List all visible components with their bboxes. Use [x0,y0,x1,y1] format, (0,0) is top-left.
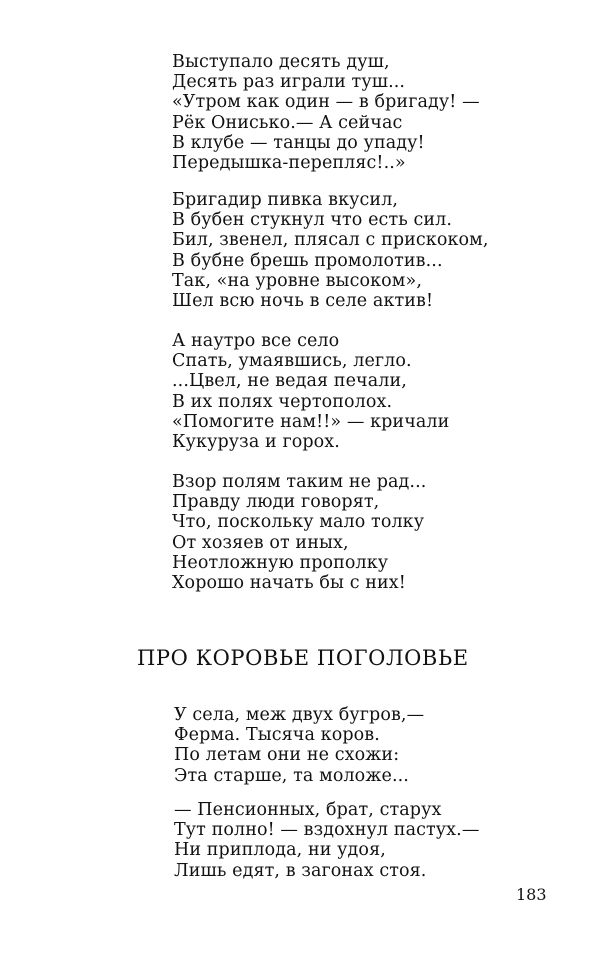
verse-line: В бубне брешь промолотив... [172,250,443,271]
verse-line: Лишь едят, в загонах стоя. [174,860,427,881]
verse-line: — Пенсионных, брат, старух [174,800,442,820]
verse-line: «Утром как один — в бригаду! — [172,92,480,113]
verse-line: Хорошо начать бы с них! [172,573,406,594]
poem2-stanza-2 [174,800,574,881]
verse-line: От хозяев от иных, [172,532,349,553]
verse-line: В бубен стукнул что есть сил. [172,210,453,231]
poem2-stanza-1 [174,705,574,786]
verse-line: «Помогите нам!!» — кричали [172,411,450,432]
poem-title: ПРО КОРОВЬЕ ПОГОЛОВЬЕ [137,646,469,670]
verse-line: В клубе — танцы до упаду! [172,132,425,153]
verse-line: Шел всю ночь в селе актив! [172,291,434,312]
verse-line: По летам они не схожи: [174,745,400,766]
verse-line: Кукуруза и горох. [172,432,340,453]
verse-line: Выступало десять душ, [172,52,390,72]
verse-line: А наутро все село [172,331,340,351]
verse-line: Бригадир пивка вкусил, [172,190,399,210]
verse-line: Передышка-перепляс!..» [172,153,406,174]
poem1-stanza-1 [172,52,572,173]
poem1-stanza-2 [172,190,572,311]
verse-line: Тут полно! — вздохнул пастух.— [174,820,480,841]
verse-line: Бил, звенел, плясал с прискоком, [172,230,489,251]
verse-line: Что, поскольку мало толку [172,512,425,533]
verse-line: Так, «на уровне высоком», [172,270,422,291]
verse-line: Рёк Онисько.— А сейчас [172,112,403,133]
verse-line: Десять раз играли туш... [172,72,406,93]
page-number: 183 [516,885,547,904]
verse-line: ...Цвел, не ведая печали, [172,371,407,392]
verse-line: Взор полям таким не рад... [172,472,427,492]
verse-line: У села, меж двух бугров,— [174,705,425,725]
verse-line: Эта старше, та моложе... [174,765,409,786]
verse-line: В их полях чертополох. [172,391,393,412]
verse-line: Ферма. Тысяча коров. [174,725,380,746]
verse-line: Неотложную прополку [172,552,389,573]
verse-line: Правду люди говорят, [172,492,380,513]
verse-line: Спать, умаявшись, легло. [172,351,412,372]
poem1-stanza-4 [172,472,572,593]
poem1-stanza-3 [172,331,572,452]
verse-line: Ни приплода, ни удоя, [174,840,386,861]
